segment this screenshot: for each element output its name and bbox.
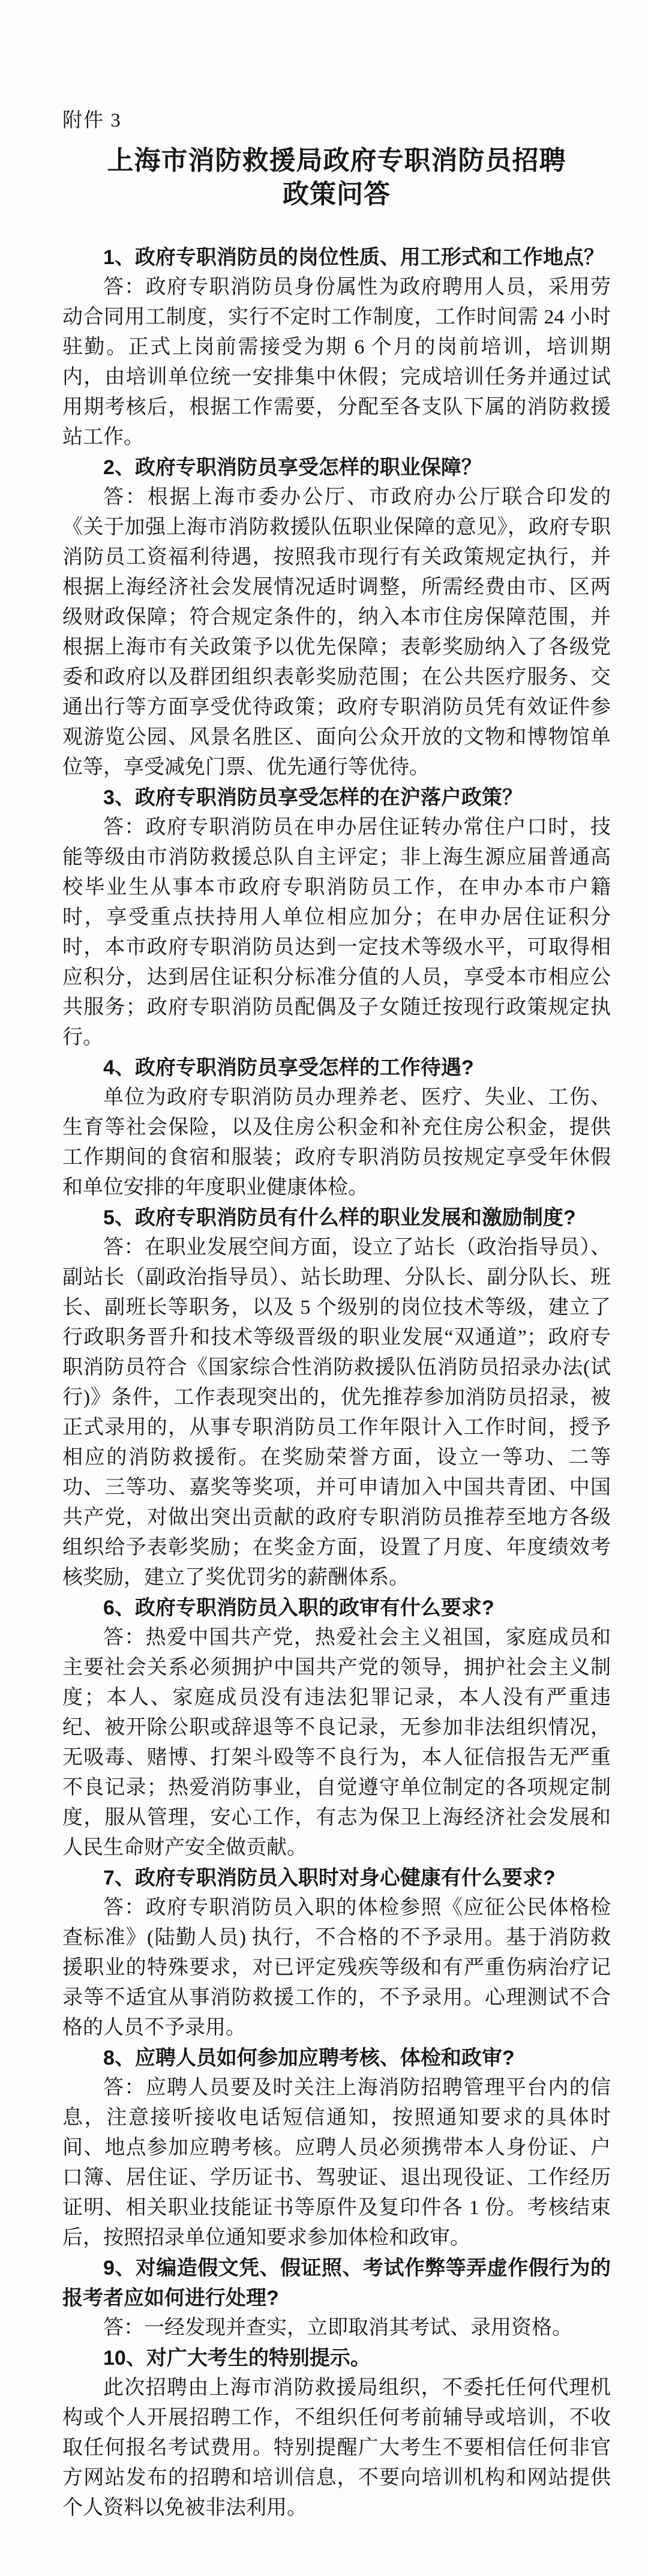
answer-paragraph: 答：政府专职消防员身份属性为政府聘用人员，采用劳动合同用工制度，实行不定时工作制度，工作时间需 24 小时驻勤。正式上岗前需接受为期 6 个月的岗前培训，培训期内，由培训单位统一安排集中休假；完成培训任务并通过试用期考核后，根据工作需要，分配至各支队下属的消防救援站工作。	[62, 276, 611, 448]
answer-paragraph: 答：应聘人员要及时关注上海消防招聘管理平台内的信息，注意接听接收电话短信通知，按照通知要求的具体时间、地点参加应聘考核。应聘人员必须携带本人身份证、户口簿、居住证、学历证书、驾驶证、退出现役证、工作经历证明、相关职业技能证书等原件及复印件各 1 份。考核结束后，按照招录单位通知要求参加体检和政审。	[62, 2077, 611, 2249]
qa-item	[62, 783, 611, 1053]
attachment-label: 附件 3	[62, 110, 122, 131]
question-paragraph: 9、对编造假文凭、假证照、考试作弊等弄虚作假行为的报考者应如何进行处理?	[62, 2257, 611, 2310]
question-paragraph: 10、对广大考生的特别提示。	[103, 2347, 371, 2370]
qa-item	[62, 1863, 611, 2043]
qa-item	[62, 2343, 611, 2523]
qa-item	[62, 1053, 611, 1203]
question-paragraph: 2、政府专职消防员享受怎样的职业保障？	[103, 456, 482, 479]
question-paragraph: 8、应聘人员如何参加应聘考核、体检和政审?	[103, 2047, 515, 2069]
question-paragraph: 3、政府专职消防员享受怎样的在沪落户政策？	[103, 786, 523, 809]
qa-item	[62, 453, 611, 783]
qa-list	[62, 242, 611, 2523]
question-paragraph: 5、政府专职消防员有什么样的职业发展和激励制度?	[103, 1206, 576, 1229]
answer-paragraph: 答：根据上海市委办公厅、市政府办公厅联合印发的《关于加强上海市消防救援队伍职业保障的意见》，政府专职消防员工资福利待遇，按照我市现行有关政策规定执行，并根据上海经济社会发展情况适时调整，所需经费由市、区两级财政保障；符合规定条件的，纳入本市住房保障范围，并根据上海市有关政策予以优先保障；表彰奖励纳入了各级党委和政府以及群团组织表彰奖励范围；在公共医疗服务、交通出行等方面享受优待政策；政府专职消防员凭有效证件参观游览公园、风景名胜区、面向公众开放的文物和博物馆单位等，享受减免门票、优先通行等优待。	[62, 486, 611, 778]
qa-item	[62, 2043, 611, 2253]
answer-paragraph: 答：热爱中国共产党，热爱社会主义祖国，家庭成员和主要社会关系必须拥护中国共产党的领导，拥护社会主义制度；本人、家庭成员没有违法犯罪记录，本人没有严重违纪、被开除公职或辞退等不良记录，无参加非法组织情况，无吸毒、赌博、打架斗殴等不良行为，本人征信报告无严重不良记录；热爱消防事业，自觉遵守单位制定的各项规定制度，服从管理，安心工作，有志为保卫上海经济社会发展和人民生命财产安全做贡献。	[62, 1627, 611, 1859]
page-subtitle: 政策问答	[283, 179, 391, 209]
answer-paragraph: 此次招聘由上海市消防救援局组织，不委托任何代理机构或个人开展招聘工作，不组织任何考前辅导或培训，不收取任何报名考试费用。特别提醒广大考生不要相信任何非官方网站发布的招聘和培训信息，不要向培训机构和网站提供个人资料以免被非法利用。	[62, 2377, 611, 2519]
question-paragraph: 4、政府专职消防员享受怎样的工作待遇?	[103, 1056, 474, 1079]
answer-paragraph: 答：政府专职消防员入职的体检参照《应征公民体格检查标准》(陆勤人员) 执行，不合格的不予录用。基于消防救援职业的特殊要求，对已评定残疾等级和有严重伤病治疗记录等不适宜从事消防救援工作的，不予录用。心理测试不合格的人员不予录用。	[62, 1897, 611, 2039]
page-title: 上海市消防救援局政府专职消防员招聘	[107, 146, 566, 175]
qa-item	[62, 1593, 611, 1863]
qa-item	[62, 242, 611, 453]
answer-paragraph: 答：一经发现并查实，立即取消其考试、录用资格。	[103, 2317, 572, 2339]
question-paragraph: 1、政府专职消防员的岗位性质、用工形式和工作地点？	[103, 246, 604, 269]
answer-paragraph: 答：政府专职消防员在申办居住证转办常住户口时，技能等级由市消防救援总队自主评定；非上海生源应届普通高校毕业生从事本市政府专职消防员工作，在申办本市户籍时，享受重点扶持用人单位相应加分；在申办居住证积分时，本市政府专职消防员达到一定技术等级水平，可取得相应积分，达到居住证积分标准分值的人员，享受本市相应公共服务；政府专职消防员配偶及子女随迁按现行政策规定执行。	[62, 816, 611, 1049]
qa-item	[62, 2253, 611, 2343]
answer-paragraph: 单位为政府专职消防员办理养老、医疗、失业、工伤、生育等社会保险，以及住房公积金和补充住房公积金，提供工作期间的食宿和服装；政府专职消防员按规定享受年休假和单位安排的年度职业健康体检。	[62, 1086, 611, 1199]
answer-paragraph: 答：在职业发展空间方面，设立了站长（政治指导员）、副站长（副政治指导员）、站长助理、分队长、副分队长、班长、副班长等职务，以及 5 个级别的岗位技术等级，建立了行政职务晋升和技术等级晋级的职业发展“双通道”；政府专职消防员符合《国家综合性消防救援队伍消防员招录办法(试行)》条件，工作表现突出的，优先推荐参加消防员招录，被正式录用的，从事专职消防员工作年限计入工作时间，授予相应的消防救援衔。在奖励荣誉方面，设立一等功、二等功、三等功、嘉奖等奖项，并可申请加入中国共青团、中国共产党，对做出突出贡献的政府专职消防员推荐至地方各级组织给予表彰奖励；在奖金方面，设置了月度、年度绩效考核奖励，建立了奖优罚劣的薪酬体系。	[62, 1236, 611, 1589]
question-paragraph: 6、政府专职消防员入职的政审有什么要求?	[103, 1596, 494, 1619]
qa-item	[62, 1203, 611, 1593]
question-paragraph: 7、政府专职消防员入职时对身心健康有什么要求?	[103, 1867, 556, 1889]
